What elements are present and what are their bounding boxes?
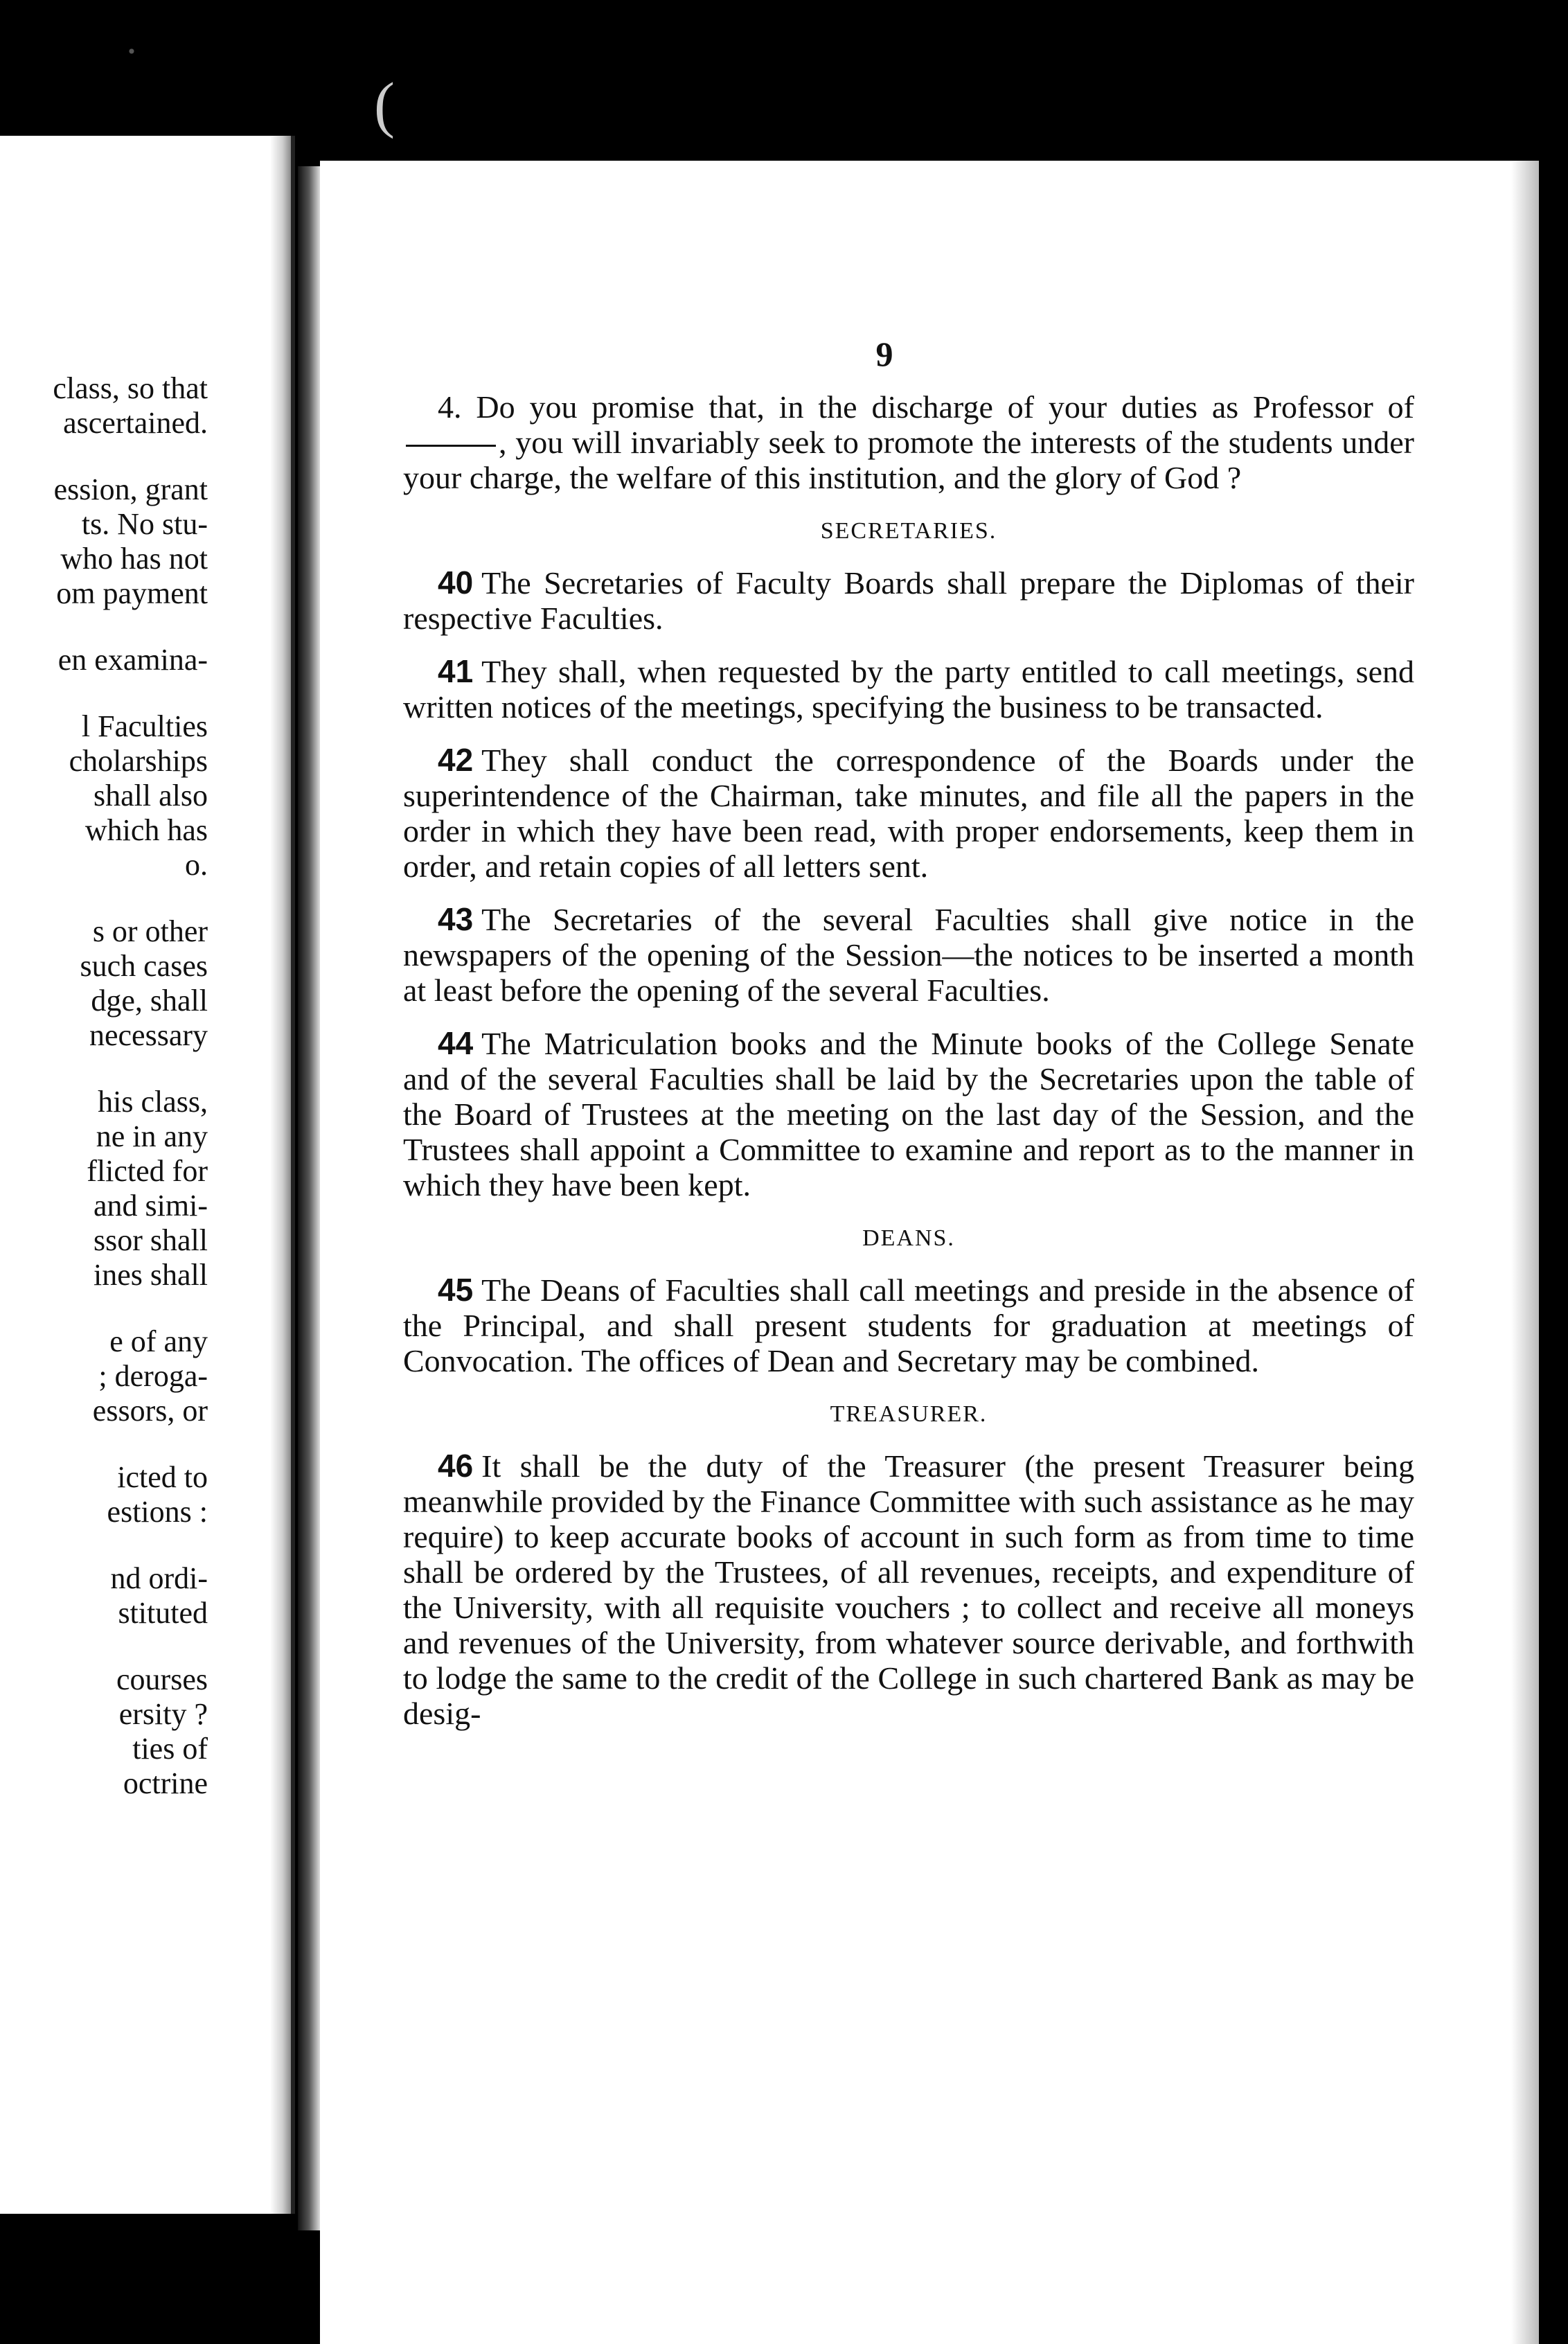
left-gap <box>0 1428 208 1460</box>
facing-page-text <box>0 371 208 1801</box>
left-text-fragment: and simi- <box>93 1189 208 1223</box>
left-text-fragment: ; deroga- <box>98 1359 208 1393</box>
left-text-fragment: ines shall <box>93 1258 208 1292</box>
left-text-fragment: estions : <box>107 1495 208 1529</box>
left-gap <box>0 441 208 472</box>
document-page <box>320 161 1539 2344</box>
section-paragraph <box>403 654 1414 725</box>
section-paragraph <box>403 1026 1414 1202</box>
scan-speck: · <box>125 28 139 74</box>
paragraph-number: 41 <box>438 653 474 689</box>
left-text-fragment: which has <box>84 813 208 847</box>
left-text-fragment: o. <box>185 848 208 882</box>
left-text-fragment: stituted <box>118 1596 208 1630</box>
left-text-fragment: ession, grant <box>53 472 208 506</box>
paragraph-number: 45 <box>438 1272 474 1308</box>
left-gap <box>0 1631 208 1662</box>
left-text-fragment: nd ordi- <box>110 1561 208 1595</box>
left-text-fragment: ne in any <box>96 1119 208 1153</box>
sections <box>403 513 1414 1731</box>
paragraph-text: It shall be the duty of the Treasurer (the present Treasurer being meanwhile provided by the Finance Committee with such assistance as he may require) to keep accurate books of account in such form as from time to time shall be ordered by the Trustees, of all revenues, receipts, and expenditure of the University, with all requisite vouchers ; to collect and receive all moneys and revenues of the University, from whatever source derivable, and forthwith to lodge the same to the credit of the College in such chartered Bank as may be desig- <box>403 1448 1414 1731</box>
page-number: 9 <box>875 335 893 373</box>
left-text-fragment: essors, or <box>92 1394 208 1428</box>
facing-page-left <box>0 136 295 2214</box>
left-text-fragment: octrine <box>123 1766 208 1800</box>
left-text-fragment: flicted for <box>87 1154 208 1188</box>
paragraph-text: They shall, when requested by the party entitled to call meetings, send written notices of the meetings, specifying the business to be transacted. <box>403 654 1414 725</box>
left-text-fragment: ts. No stu- <box>81 507 208 541</box>
left-gap <box>0 1053 208 1085</box>
left-text-fragment: ascertained. <box>63 406 208 440</box>
question-4 <box>403 389 1414 495</box>
paragraph-number: 46 <box>438 1448 474 1484</box>
page-edge-shadow <box>1511 161 1539 2344</box>
paragraph-number: 43 <box>438 901 474 937</box>
paragraph-text: The Matriculation books and the Minute books of the College Senate and of the several Faculties shall be laid by the Secretaries upon the table of the Board of Trustees at the meeting on the last day of the Session, and the Trustees shall appoint a Committee to examine and report as to the manner in which they have been kept. <box>403 1026 1414 1202</box>
question-4-rest: , you will invariably seek to promote the interests of the students under your charge, the welfare of this institution, and the glory of God ? <box>403 425 1414 495</box>
paragraph-text: The Secretaries of the several Faculties shall give notice in the newspapers of the opening of the Session—the notices to be inserted a month at least before the opening of the several Faculties. <box>403 902 1414 1008</box>
paragraph-text: The Secretaries of Faculty Boards shall prepare the Diplomas of their respective Faculties. <box>403 565 1414 636</box>
left-gap <box>0 611 208 643</box>
left-text-fragment: courses <box>116 1662 208 1696</box>
scan-mark: ( <box>374 71 395 139</box>
section-paragraph <box>403 743 1414 884</box>
page-body <box>403 389 1414 1749</box>
left-text-fragment: s or other <box>92 914 208 948</box>
left-gap <box>0 1293 208 1324</box>
left-text-fragment: class, so that <box>53 371 208 405</box>
left-text-fragment: en examina- <box>57 643 208 677</box>
paragraph-number: 44 <box>438 1025 474 1061</box>
left-gap <box>0 677 208 709</box>
paragraph-number: 42 <box>438 742 474 778</box>
section-paragraph <box>403 1272 1414 1378</box>
paragraph-text: They shall conduct the correspondence of the Boards under the superintendence of the Chairman, take minutes, and file all the papers in the order in which they have been read, with proper endorsements, keep them in order, and retain copies of all letters sent. <box>403 743 1414 884</box>
section-heading: SECRETARIES. <box>820 518 997 544</box>
left-text-fragment: who has not <box>60 542 208 576</box>
section-paragraph <box>403 902 1414 1008</box>
left-text-fragment: ersity ? <box>118 1697 208 1731</box>
left-text-fragment: ties of <box>132 1732 208 1766</box>
section-paragraph <box>403 565 1414 636</box>
left-text-fragment: e of any <box>109 1324 208 1358</box>
left-gap <box>0 882 208 914</box>
left-text-fragment: om payment <box>56 576 208 610</box>
left-text-fragment: necessary <box>89 1018 208 1052</box>
left-text-fragment: his class, <box>98 1085 208 1119</box>
left-text-fragment: dge, shall <box>91 984 208 1018</box>
section-heading: TREASURER. <box>830 1401 988 1427</box>
left-gap <box>0 1529 208 1561</box>
paragraph-number: 40 <box>438 565 474 601</box>
blank-line <box>406 445 496 447</box>
left-text-fragment: l Faculties <box>81 709 208 743</box>
left-text-fragment: shall also <box>93 779 208 813</box>
left-text-fragment: ssor shall <box>93 1223 208 1257</box>
paragraph-text: The Deans of Faculties shall call meetings and preside in the absence of the Principal, and shall present students for graduation at meetings of Convocation. The offices of Dean and Secretary may be combined. <box>403 1272 1414 1378</box>
left-text-fragment: icted to <box>117 1460 208 1494</box>
left-text-fragment: cholarships <box>69 744 208 778</box>
question-4-lead: 4. Do you promise that, in the discharge of your duties as Professor of <box>438 389 1414 425</box>
section-heading: DEANS. <box>862 1225 955 1251</box>
section-paragraph <box>403 1448 1414 1731</box>
page-gutter-shadow <box>270 136 291 2214</box>
left-text-fragment: such cases <box>80 949 208 983</box>
